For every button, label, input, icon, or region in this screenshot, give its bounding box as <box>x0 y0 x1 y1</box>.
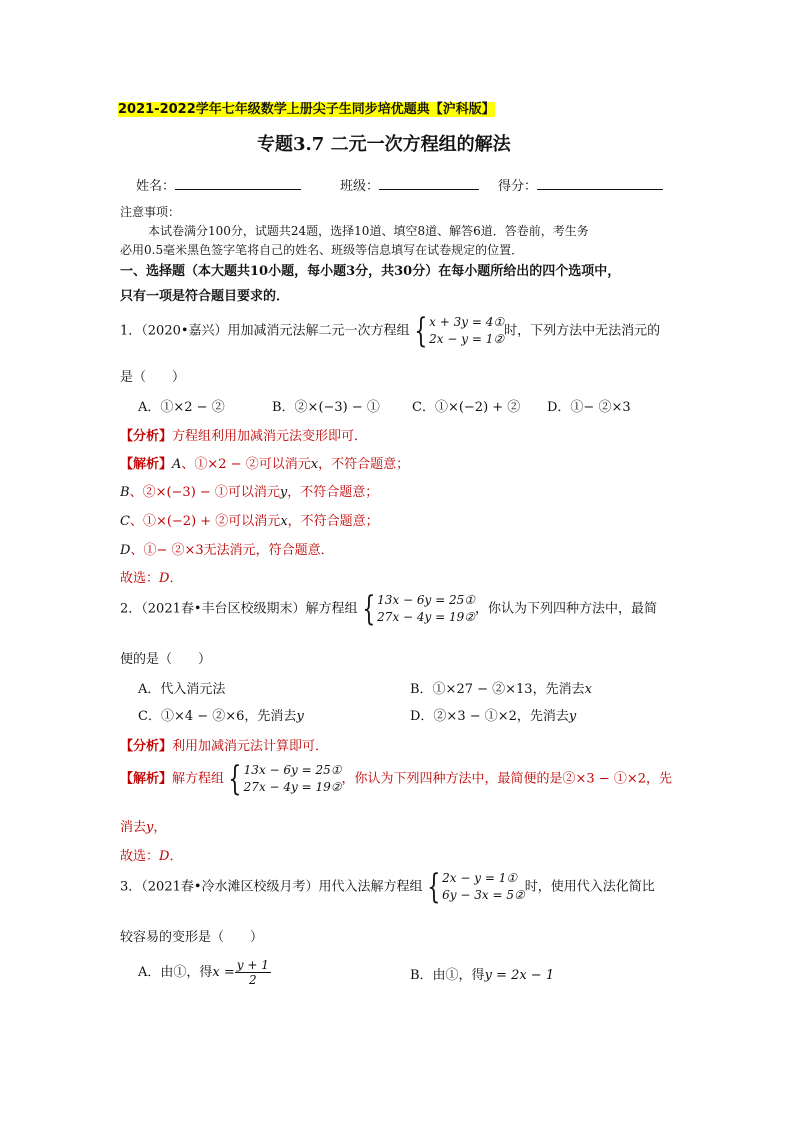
score-field[interactable] <box>498 175 663 194</box>
q1-stem-text: 1．（2020•嘉兴）用加减消元法解二元一次方程组 <box>120 323 410 339</box>
q2-stem-text: 2．（2021春•丰台区校级期末）解方程组 <box>120 601 358 617</box>
sol-end: ，不符合题意； <box>318 457 410 472</box>
series-title: 2021-2022学年七年级数学上册尖子生同步培优题典【沪科版】 <box>118 102 495 117</box>
section-heading-line1: 一、选择题（本大题共10小题，每小题3分，共30分）在每小题所给出的四个选项中， <box>120 264 621 279</box>
q2-option-a[interactable]: A．代入消元法 <box>138 682 226 697</box>
q1-option-b[interactable]: B．②×(−3) − ① <box>272 400 380 415</box>
notice-line1: 本试卷满分100分，试题共24题，选择10道、填空8道、解答6道．答卷前，考生务 <box>148 224 589 238</box>
brace-icon: { <box>228 759 242 799</box>
brace-icon: { <box>361 589 375 629</box>
analysis-tag: 【分析】 <box>120 429 173 444</box>
q3-option-b-expr: y = 2x − 1 <box>484 968 555 983</box>
section-heading-line2: 只有一项是符合题目要求的． <box>120 289 290 304</box>
sol-end: ， <box>153 820 167 835</box>
score-blank[interactable] <box>537 177 663 190</box>
q2-sol-eq1: 13x − 6y = 25① <box>243 763 342 777</box>
sol-var: y <box>146 820 154 835</box>
q3-option-a-text: A．由①，得 <box>138 965 213 980</box>
name-blank[interactable] <box>175 177 301 190</box>
q1-analysis <box>120 425 367 444</box>
q3-stem-end: 较容易的变形是（ ） <box>120 930 264 945</box>
q3-equation-system <box>423 867 525 907</box>
class-field[interactable] <box>340 175 479 194</box>
sol-var: x <box>280 514 288 529</box>
q2-option-c-var: y <box>296 709 304 724</box>
sol-end: ，不符合题意； <box>287 514 379 529</box>
answer-value: D <box>159 849 170 864</box>
solution-tag: 【解析】 <box>120 771 173 787</box>
series-header <box>118 98 495 117</box>
answer-end: ． <box>169 849 183 864</box>
sol-var: y <box>279 485 288 500</box>
q1-solution-d <box>120 539 334 558</box>
q3-option-a-fraction <box>235 958 271 987</box>
q2-option-d-var: y <box>568 709 577 724</box>
q2-option-b-var: x <box>584 682 592 697</box>
q3-stem-text: 3．（2021春•冷水滩区校级月考）用代入法解方程组 <box>120 879 423 895</box>
q1-stem <box>120 311 661 351</box>
sol-text-3: 消去 <box>120 820 147 835</box>
q2-option-c[interactable] <box>138 705 304 724</box>
q1-solution-c <box>120 510 379 529</box>
page-title: 专题3.7 二元一次方程组的解法 <box>257 134 511 155</box>
sol-text-2: ，你认为下列四种方法中，最简便的是②×3 − ①×2，先 <box>341 771 673 787</box>
q2-analysis <box>120 735 328 754</box>
q1-eq2: 2x − y = 1② <box>429 332 505 346</box>
sol-letter: C <box>120 514 130 529</box>
analysis-tag: 【分析】 <box>120 739 173 754</box>
sol-expr: 、②×(−3) − ①可以消元 <box>129 485 280 500</box>
brace-icon: { <box>426 867 440 907</box>
sol-expr: 、①− ②×3无法消元，符合题意． <box>130 543 334 558</box>
q1-equation-system <box>410 311 505 351</box>
q2-equation-system <box>358 589 476 629</box>
brace-icon: { <box>413 311 427 351</box>
notice-line2: 必用0.5毫米黑色签字笔将自己的姓名、班级等信息填写在试卷规定的位置． <box>120 243 524 257</box>
q3-stem-text-2: 时，使用代入法化简比 <box>524 879 655 895</box>
q1-option-a[interactable]: A．①×2 − ② <box>138 400 225 415</box>
q2-eq2: 27x − 4y = 19② <box>377 610 476 624</box>
q2-stem-end: 便的是（ ） <box>120 652 212 667</box>
sol-expr: 、①×2 − ②可以消元 <box>181 457 311 472</box>
analysis-text: 利用加减消元法计算即可． <box>172 739 329 754</box>
q2-option-d-text: D．②×3 − ①×2，先消去 <box>410 709 569 724</box>
class-label: 班级： <box>340 179 380 194</box>
q3-option-a-lhs: x = <box>212 965 235 980</box>
q2-stem <box>120 589 658 629</box>
q2-solution <box>120 759 673 799</box>
answer-value: D <box>159 571 170 586</box>
q2-option-c-text: C．①×4 − ②×6，先消去 <box>138 709 297 724</box>
answer-label: 故选： <box>120 571 160 586</box>
q2-option-d[interactable] <box>410 705 576 724</box>
q1-answer <box>120 567 182 586</box>
q2-option-b[interactable] <box>410 678 592 697</box>
q3-eq1: 2x − y = 1① <box>442 871 518 885</box>
notice-heading: 注意事项： <box>120 205 181 219</box>
q3-option-b[interactable] <box>410 964 554 983</box>
solution-tag: 【解析】 <box>120 457 173 472</box>
q1-option-d[interactable]: D．①− ②×3 <box>547 400 631 415</box>
sol-letter: A <box>172 457 182 472</box>
q2-eq1: 13x − 6y = 25① <box>377 593 476 607</box>
sol-expr: 、①×(−2) + ②可以消元 <box>129 514 281 529</box>
q1-option-c[interactable]: C．①×(−2) + ② <box>412 400 521 415</box>
q3-stem <box>120 867 655 907</box>
q1-solution-b <box>120 481 378 500</box>
sol-end: ，不符合题意； <box>287 485 379 500</box>
class-blank[interactable] <box>379 177 479 190</box>
score-label: 得分： <box>498 179 538 194</box>
q3-eq2: 6y − 3x = 5② <box>442 888 525 902</box>
analysis-text: 方程组利用加减消元法变形即可． <box>172 429 368 444</box>
q2-answer <box>120 845 182 864</box>
q2-solution-end <box>120 816 166 835</box>
q2-option-b-text: B．①×27 − ②×13，先消去 <box>410 682 585 697</box>
name-field[interactable] <box>136 175 301 194</box>
q3-option-b-text: B．由①，得 <box>410 968 485 983</box>
fraction-denominator: 2 <box>248 973 257 987</box>
answer-end: ． <box>169 571 183 586</box>
q1-eq1: x + 3y = 4① <box>429 315 505 329</box>
q1-stem-end: 是（ ） <box>120 370 186 385</box>
sol-letter: D <box>120 543 131 558</box>
q3-option-a[interactable] <box>138 958 271 987</box>
fraction-numerator: y + 1 <box>236 958 269 972</box>
q1-solution-a <box>120 453 409 472</box>
q1-stem-text-2: 时，下列方法中无法消元的 <box>504 323 661 339</box>
sol-letter: B <box>120 485 130 500</box>
q2-solution-system <box>224 759 342 799</box>
q2-sol-eq2: 27x − 4y = 19② <box>243 780 342 794</box>
sol-text: 解方程组 <box>172 771 225 787</box>
q2-stem-text-2: ，你认为下列四种方法中，最简 <box>475 601 658 617</box>
name-label: 姓名： <box>136 179 176 194</box>
answer-label: 故选： <box>120 849 160 864</box>
sol-var: x <box>310 457 319 472</box>
